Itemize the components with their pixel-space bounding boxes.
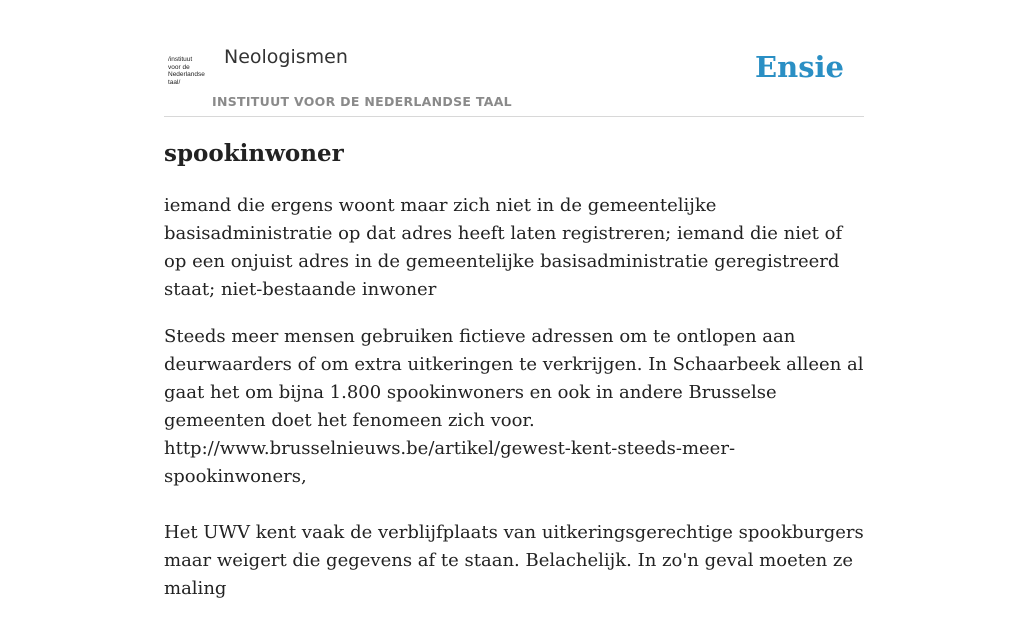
site-header — [164, 0, 864, 117]
logo-line: /instituut — [168, 56, 193, 63]
logo-line: Nederlandse — [168, 71, 205, 78]
source-subtitle: INSTITUUT VOOR DE NEDERLANDSE TAAL — [212, 94, 512, 109]
logo-line: voor de — [168, 63, 190, 71]
example-text: Steeds meer mensen gebruiken fictieve adressen om te ontlopen aan deurwaarders of om extra uitkeringen te verkrijgen. In Schaarbeek alleen al gaat het om bijna 1.800 spookinwoners en ook in andere Brusselse gemeenten doet het fenomeen zich voor. — [164, 326, 864, 431]
ivdnt-logo[interactable] — [168, 56, 212, 86]
source-title[interactable]: Neologismen — [224, 46, 348, 68]
example-text: Het UWV kent vaak de verblijfplaats van uitkeringsgerechtige spookburgers maar weigert die gegevens af te staan. Belachelijk. In zo'n geval moeten ze maling — [164, 522, 864, 599]
logo-line: taal/ — [168, 78, 181, 86]
example-source-url[interactable]: http://www.brusselnieuws.be/artikel/gewest-kent-steeds-meer-spookinwoners, — [164, 438, 736, 487]
spacer — [164, 491, 868, 519]
ensie-logo[interactable]: Ensie — [755, 50, 844, 84]
entry-content — [164, 138, 868, 622]
entry-example — [164, 323, 868, 603]
entry-definition: iemand die ergens woont maar zich niet in de gemeentelijke basisadministratie op dat adres heeft laten registreren; iemand die niet of op een onjuist adres in de gemeentelijke basisadministratie geregistreerd staat; niet-bestaande inwoner — [164, 195, 843, 300]
entry-headword: spookinwoner — [164, 140, 344, 167]
